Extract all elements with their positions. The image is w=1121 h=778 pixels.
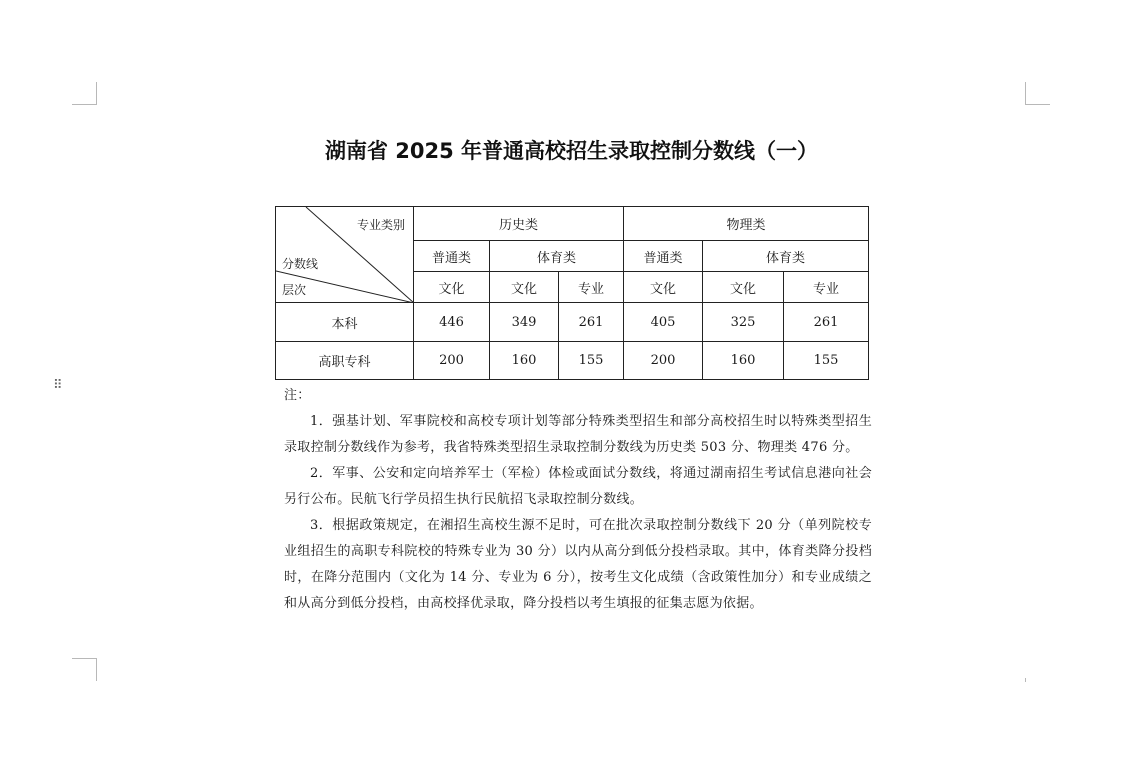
score-cell: 155 [784, 342, 869, 380]
table-row [276, 303, 869, 342]
page-corner-mark-top-left [72, 82, 97, 105]
diagonal-header-cell [276, 207, 414, 303]
header-culture: 文化 [414, 272, 490, 303]
score-cell: 261 [784, 303, 869, 342]
diag-label-score: 分数线 [282, 257, 319, 271]
score-cell: 160 [703, 342, 784, 380]
score-cell: 155 [559, 342, 624, 380]
diag-label-level: 层次 [282, 283, 307, 297]
header-culture: 文化 [703, 272, 784, 303]
table-header-row [276, 207, 869, 241]
score-cell: 446 [414, 303, 490, 342]
table-row [276, 342, 869, 380]
note-item: 1．强基计划、军事院校和高校专项计划等部分特殊类型招生和部分高校招生时以特殊类型招生录取控制分数线作为参考，我省特殊类型招生录取控制分数线为历史类 503 分、物理类 476 分。 [284, 414, 872, 455]
header-history-sports: 体育类 [490, 241, 624, 272]
header-physics-sports: 体育类 [703, 241, 869, 272]
document-title: 湖南省 2025 年普通高校招生录取控制分数线（一） [324, 139, 819, 163]
header-history-general: 普通类 [414, 241, 490, 272]
diag-label-category: 专业类别 [356, 218, 405, 232]
drag-handle-icon[interactable]: ⠿ [53, 378, 62, 393]
note-item: 3．根据政策规定，在湘招生高校生源不足时，可在批次录取控制分数线下 20 分（单列院校专业组招生的高职专科院校的特殊专业为 30 分）以内从高分到低分投档录取。其中，体育类降分投档时，在降分范围内（文化为 14 分、专业为 6 分），按考生文化成绩（含政策性加分）和专业成绩之和从高分到低分投档，由高校择优录取，降分投档以考生填报的征集志愿为依据。 [284, 518, 872, 611]
row-level: 高职专科 [276, 342, 414, 380]
score-table [275, 206, 869, 380]
header-culture: 文化 [490, 272, 559, 303]
page-corner-mark-top-right [1025, 82, 1050, 105]
score-cell: 325 [703, 303, 784, 342]
score-cell: 405 [624, 303, 703, 342]
header-physics: 物理类 [624, 207, 869, 241]
header-major: 专业 [784, 272, 869, 303]
score-cell: 200 [624, 342, 703, 380]
header-culture: 文化 [624, 272, 703, 303]
header-major: 专业 [559, 272, 624, 303]
page-corner-mark-bottom-right [1025, 678, 1027, 682]
score-cell: 349 [490, 303, 559, 342]
page-corner-mark-bottom-left [72, 658, 97, 681]
score-cell: 200 [414, 342, 490, 380]
header-physics-general: 普通类 [624, 241, 703, 272]
score-cell: 261 [559, 303, 624, 342]
note-item: 2．军事、公安和定向培养军士（军检）体检或面试分数线，将通过湖南招生考试信息港向社会另行公布。民航飞行学员招生执行民航招飞录取控制分数线。 [284, 466, 872, 507]
notes-section [284, 383, 872, 617]
header-history: 历史类 [414, 207, 624, 241]
notes-heading: 注： [284, 388, 311, 403]
row-level: 本科 [276, 303, 414, 342]
score-cell: 160 [490, 342, 559, 380]
